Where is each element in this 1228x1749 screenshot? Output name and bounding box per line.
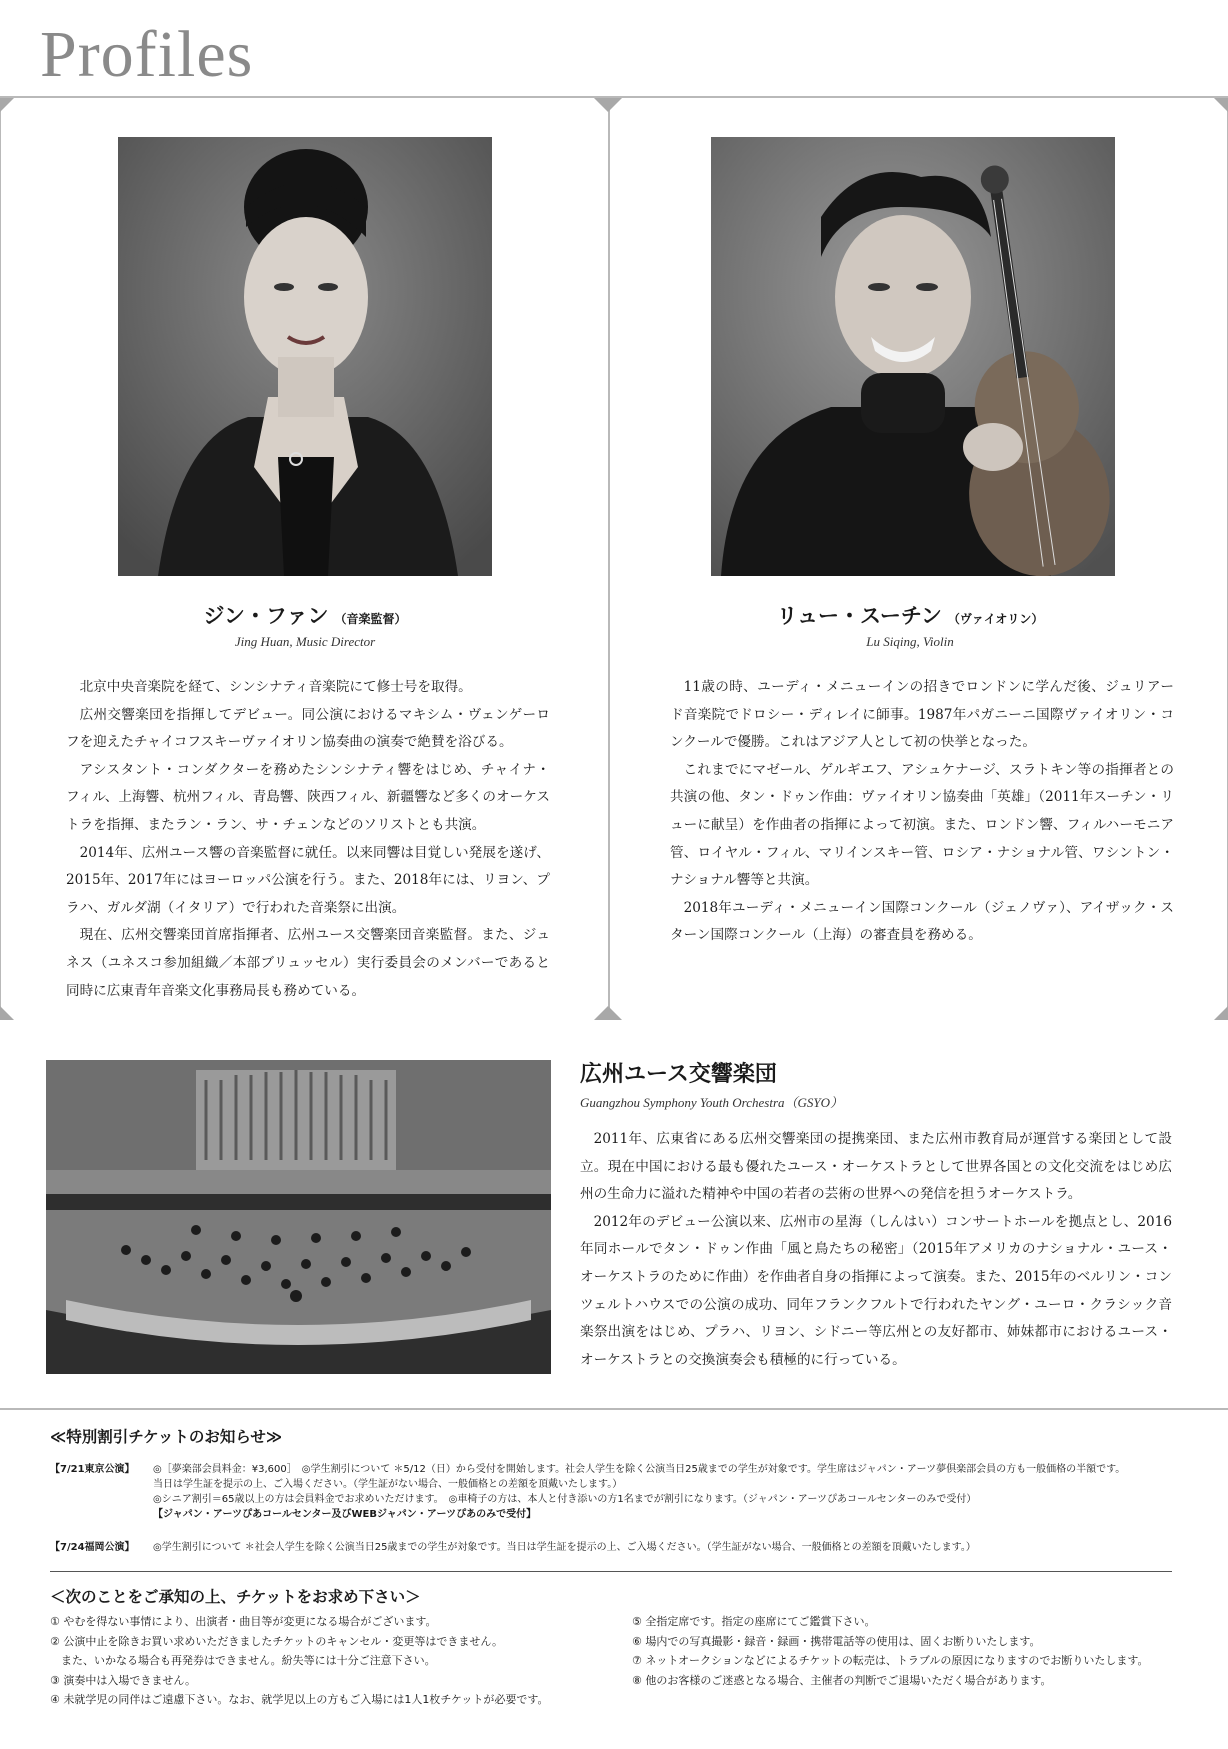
terms-right [632,1612,1149,1690]
discount-line: 当日は学生証を提示の上、ご入場ください。（学生証がない場合、一般価格との差額を頂戴いたします。） [153,1479,623,1490]
conductor-photo [118,137,492,576]
orchestra-name-en: Guangzhou Symphony Youth Orchestra（GSYO） [580,1095,844,1110]
orchestra-bio [580,1126,1172,1374]
corner-ornament [594,1006,622,1020]
terms-left [50,1612,548,1710]
conductor-name [110,600,500,630]
corner-ornament [1214,98,1228,112]
discount-heading: ≪特別割引チケットのお知らせ≫ [50,1428,283,1446]
terms-item: ④ 未就学児の同伴はご遠慮下さい。なお、就学児以上の方もご入場には1人1枚チケットが必要です。 [50,1693,549,1706]
bio-paragraph: アシスタント・コンダクターを務めたシンシナティ響をはじめ、チャイナ・フィル、上海響、杭州フィル、青島響、陝西フィル、新疆響など多くのオーケストラを指揮、またラン・ラン、サ・チェンなどのソリストとも共演。 [66,761,550,833]
corner-ornament [1214,1006,1228,1020]
bio-paragraph: 2011年、広東省にある広州交響楽団の提携楽団、また広州市教育局が運営する楽団として設立。現在中国における最も優れたユース・オーケストラとして世界各国との文化交流をはじめ広州の生命力に溢れた精神や中国の若者の芸術の世界への発信を担うオーケストラ。 [580,1131,1172,1203]
terms-item: ⑤ 全指定席です。指定の座席にてご鑑賞下さい。 [632,1615,876,1628]
orchestra-photo [46,1060,551,1374]
discount-fukuoka-label: 【7/24福岡公演】 [50,1542,135,1553]
terms-item: ⑦ ネットオークションなどによるチケットの転売は、トラブルの原因になりますのでお断りいたします。 [632,1654,1149,1667]
terms-item: ② 公演中止を除きお買い求めいただきましたチケットのキャンセル・変更等はできません。 [50,1634,504,1648]
violinist-photo [711,137,1115,576]
discount-tokyo-label: 【7/21東京公演】 [50,1464,135,1475]
frame-left-edge [0,98,1,1020]
corner-ornament [0,98,14,112]
bio-paragraph: 現在、広州交響楽団首席指揮者、広州ユース交響楽団音楽監督。また、ジュネス（ユネスコ参加組織／本部ブリュッセル）実行委員会のメンバーであると同時に広東青年音楽文化事務局長も務めている。 [66,927,550,999]
terms-item: また、いかなる場合も再発券はできません。紛失等には十分ご注意下さい。 [50,1654,436,1667]
conductor-name-en: Jing Huan, Music Director [234,634,376,649]
page-title: Profiles [40,18,254,91]
frame-divider [608,98,610,1020]
violinist-role: （ヴァイオリン） [947,612,1044,626]
terms-item: ③ 演奏中は入場できません。 [50,1673,197,1687]
bio-paragraph: 11歳の時、ユーディ・メニューインの招きでロンドンに学んだ後、ジュリアード音楽院でドロシー・ディレイに師事。1987年パガニーニ国際ヴァイオリン・コンクールで優勝。これはアジア人として初の快挙となった。 [670,679,1174,751]
bio-paragraph: 2014年、広州ユース響の音楽監督に就任。以来同響は目覚しい発展を遂げ、2015年、2017年にはヨーロッパ公演を行う。また、2018年には、リヨン、プラハ、ガルダ湖（イタリア）で行われた音楽祭に出演。 [66,844,550,916]
discount-line: 【ジャパン・アーツぴあコールセンター及びWEBジャパン・アーツぴあのみで受付】 [153,1509,537,1520]
discount-line: ◎［夢楽部会員料金：¥3,600］ ◎学生割引について ＊5/12（日）から受付を開始します。社会人学生を除く公演当日25歳までの学生が対象です。学生席はジャパン・アーツ夢倶楽部会員の方も一般価格の半額です。 [153,1464,1126,1475]
section-divider [50,1571,1172,1572]
violinist-bio [670,674,1174,950]
conductor-bio [66,674,550,1005]
terms-item: ① やむを得ない事情により、出演者・曲目等が変更になる場合がございます。 [50,1615,437,1628]
section-divider [0,1408,1228,1410]
bio-paragraph: 2012年のデビュー公演以来、広州市の星海（しんはい）コンサートホールを拠点とし、2016年同ホールでタン・ドゥン作曲「風と鳥たちの秘密」（2015年アメリカのナショナル・ユース・オーケストラのために作曲）を作曲者自身の指揮によって演奏。また、2015年のベルリン・コンツェルトハウスでの公演の成功、同年フランクフルトで行われたヤング・ユーロ・クラシック音楽祭出演をはじめ、プラハ、リヨン、シドニー等広州との友好都市、姉妹都市におけるユース・オーケストラとの交換演奏会も積極的に行っている。 [580,1213,1172,1368]
terms-item: ⑥ 場内での写真撮影・録音・録画・携帯電話等の使用は、固くお断りいたします。 [632,1634,1041,1648]
discount-tokyo-text [153,1462,1125,1522]
terms-heading: ＜次のことをご承知の上、チケットをお求め下さい＞ [50,1588,421,1606]
terms-item: ⑧ 他のお客様のご迷惑となる場合、主催者の判断でご退場いただく場合があります。 [632,1673,1052,1687]
discount-line: ◎シニア割引＝65歳以上の方は会員料金でお求めいただけます。 ◎車椅子の方は、本人と付き添いの方1名までが割引になります。（ジャパン・アーツぴあコールセンターのみで受付） [153,1494,977,1505]
bio-paragraph: これまでにマゼール、ゲルギエフ、アシュケナージ、スラトキン等の指揮者との共演の他、タン・ドゥン作曲：ヴァイオリン協奏曲「英雄」（2011年スーチン・リューに献呈）を作曲者の指揮によって初演。また、ロンドン響、フィルハーモニア管、ロイヤル・フィル、マリインスキー管、ロシア・ナショナル管、ワシントン・ナショナル響等と共演。 [670,761,1174,889]
discount-fukuoka-text: ◎学生割引について ＊社会人学生を除く公演当日25歳までの学生が対象です。当日は学生証を提示の上、ご入場ください。（学生証がない場合、一般価格との差額を頂戴いたします。） [153,1542,976,1553]
conductor-role: （音楽監督） [334,612,407,626]
corner-ornament [0,1006,14,1020]
bio-paragraph: 北京中央音楽院を経て、シンシナティ音楽院にて修士号を取得。 [79,679,472,695]
conductor-name-text: ジン・ファン [203,604,329,628]
bio-paragraph: 2018年ユーディ・メニューイン国際コンクール（ジェノヴァ）、アイザック・スターン国際コンクール（上海）の審査員を務める。 [670,899,1174,944]
violinist-name-en: Lu Siqing, Violin [866,634,954,649]
corner-ornament [594,98,622,112]
bio-paragraph: 広州交響楽団を指揮してデビュー。同公演におけるマキシム・ヴェンゲーロフを迎えたチャイコフスキーヴァイオリン協奏曲の演奏で絶賛を浴びる。 [66,706,550,751]
violinist-name [715,600,1105,630]
orchestra-name: 広州ユース交響楽団 [580,1062,777,1087]
violinist-name-text: リュー・スーチン [776,604,942,628]
